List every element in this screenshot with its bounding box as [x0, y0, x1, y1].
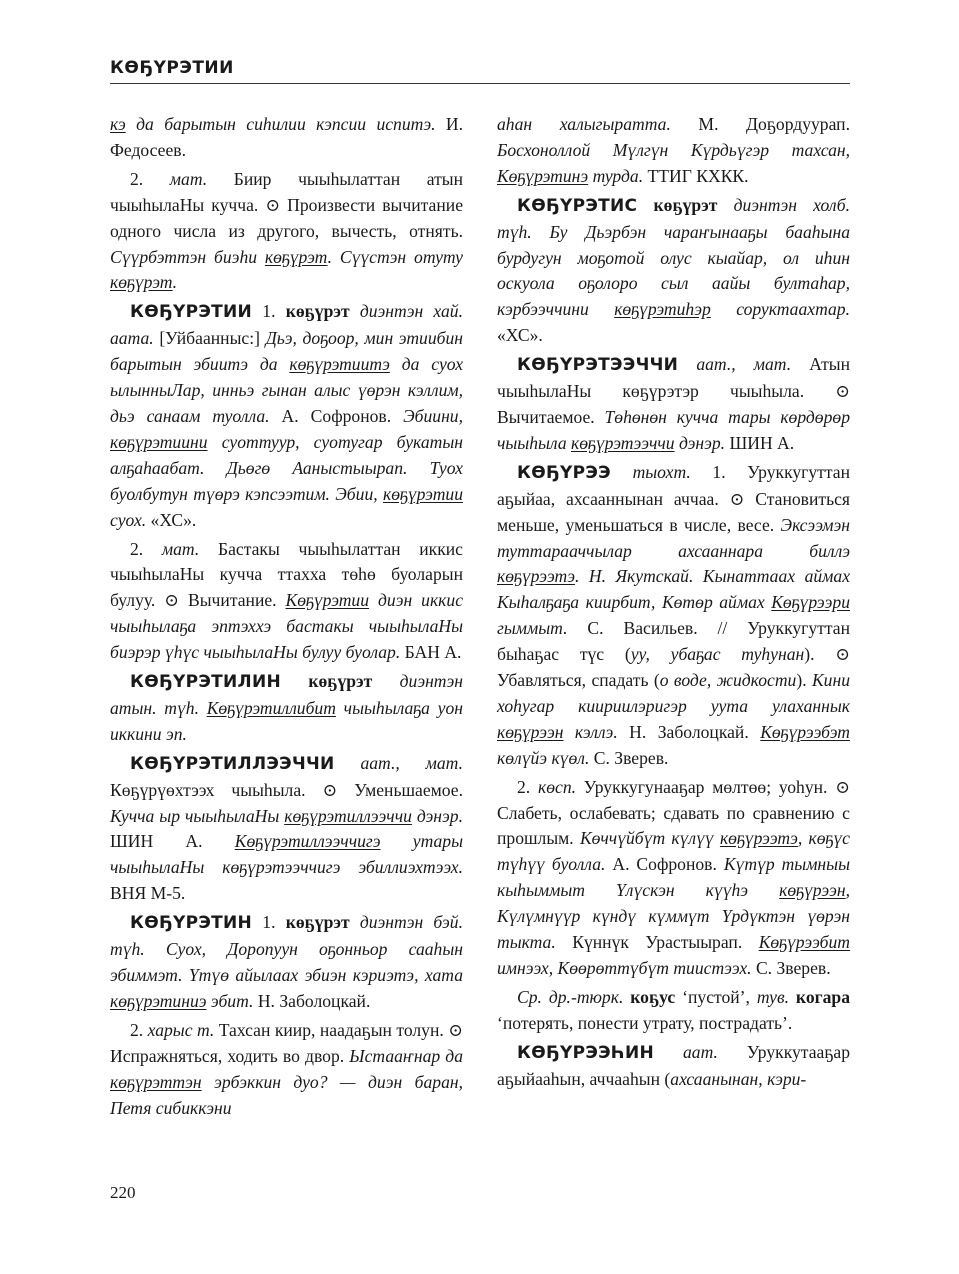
entry-kohurteechchi: КӨҔҮРЭТЭЭЧЧИ аат., мат. Атын чыыһылаНы көҕүрэтэр чыыһыла. ⊙ Вычитаемое. Төһөнөн кучча тары көрдөрөр чыыһыла көҕүрэтээччи дэнэр. ШИН А. [497, 354, 850, 453]
headword: КӨҔҮРЭЭҺИН [517, 1042, 654, 1063]
headword: КӨҔҮРЭЭ [517, 462, 611, 483]
entry-kohurtis: КӨҔҮРЭТИС көҕүрэт диэнтэн холб. түһ. Бу Дьэрбэн чараҥынааҕы бааһына бурдугун моҕотой олус кыайар, ол иһин оскуола оҕолоро сыл аайы бултаһар, кэрбээччини көҕүрэтиһэр соруктаахтар. «ХС». [497, 194, 850, 346]
sense-2: 2. көсп. Уруккугунааҕар мөлтөө; уоһун. ⊙ Слабеть, ослабевать; сдавать по сравнению с прошлым. Көччүйбүт күлүү көҕүрээтэ, көҕүс түһүү буолла. А. Софронов. Күтүр тымныы кыһыммыт Үлүскэн күүһэ көҕүрээн, Күлүмнүүр күндү күммүт Үрдүктэн үөрэн тыкта. Күннүк Урастыырап. Көҕүрээбит имнээх, Көөрөттүбүт тиистээх. С. Зверев. [497, 776, 850, 978]
running-head-title: КӨҔҮРЭТИИ [110, 58, 234, 78]
headword: КӨҔҮРЭТИН [130, 913, 253, 934]
headword: КӨҔҮРЭТИЛИН [130, 672, 282, 693]
etymology: Ср. др.-тюрк. коҕус ‘пустой’, тув. когара ‘потерять, понести утрату, пострадать’. [497, 986, 850, 1033]
sense-2: 2. мат. Бастакы чыыһылаттан иккис чыыһылаНы кучча ттахха төһө буоларын булуу. ⊙ Вычитание. Көҕүрэтии диэн иккис чыыһылаҕа эптэххэ бастакы чыыһылаНы биэрэр үһүс чыыһылаНы булуу буолар. БАН А. [110, 538, 464, 663]
left-column [110, 112, 463, 1124]
entry-kohureehin: КӨҔҮРЭЭҺИН аат. Уруккутааҕар аҕыйааһын, аччааһын (ахсаанынан, кэри- [497, 1041, 850, 1089]
right-column [497, 112, 850, 1096]
headword: КӨҔҮРЭТИС [517, 195, 638, 216]
headword: КӨҔҮРЭТИЛЛЭЭЧЧИ [130, 753, 335, 774]
entry-kohuree: КӨҔҮРЭЭ тыохт. 1. Уруккугуттан аҕыйаа, ахсааннынан аччаа. ⊙ Становиться меньше, уменьшаться в числе, весе. Эксээмэн туттарааччылар ахсааннара биллэ көҕүрээтэ. Н. Якутскай. Кынаттаах аймах Кыһалҕаҕа киирбит, Көтөр аймах Көҕүрээри гыммыт. С. Васильев. // Уруккугуттан быһаҕас түс (уу, убаҕас туһунан). ⊙ Убавляться, спадать (о воде, жидкости). Кини хоһугар киириилэригэр уута улаханнык көҕүрээн кэллэ. Н. Заболоцкай. Көҕүрээбэт көлүйэ күөл. С. Зверев. [497, 461, 851, 768]
running-head [110, 58, 850, 84]
headword: КӨҔҮРЭТЭЭЧЧИ [517, 355, 679, 376]
sense-2: 2. харыс т. Тахсан киир, наадаҕын толун. ⊙ Испражняться, ходить во двор. Ыстааҥнар да көҕүрэттэн эрбэккин дуо? — диэн баран, Петя сибиккэни [110, 1019, 464, 1118]
entry-kohurtin: КӨҔҮРЭТИН 1. көҕүрэт диэнтэн бэй. түһ. Суох, Доропуун оҕонньор сааһын эбиммэт. Үтүө айылаах эбиэн кэриэтэ, хата көҕүрэтиниэ эбит. Н. Заболоцкай. [110, 912, 463, 1011]
headword: КӨҔҮРЭТИИ [130, 302, 253, 323]
entry-continuation: аһан халыгыратта. М. Доҕордуурап. Босхоноллой Мүлгүн Күрдьүгэр тахсан, Көҕүрэтинэ турда. ТТИГ КХКК. [497, 114, 850, 186]
entry-kohurtilleechchi: КӨҔҮРЭТИЛЛЭЭЧЧИ аат., мат. Көҕүрүөхтээх чыыһыла. ⊙ Уменьшаемое. Кучча ыр чыыһылаНы көҕүрэтиллээччи дэнэр. ШИН А. Көҕүрэтиллээччигэ утары чыыһылаНы көҕүрэтээччигэ эбиллиэхтээх. ВНЯ М-5. [110, 752, 464, 904]
entry-continuation: кэ да барытын сиһилии кэпсии испитэ. И. Федосеев. [110, 114, 463, 160]
sense-2: 2. мат. Биир чыыһылаттан атын чыыһылаНы кучча. ⊙ Произвести вычитание одного числа из другого, вычесть, отнять. Сүүрбэттэн биэһи көҕүрэт. Сүүстэн отуту көҕүрэт. [110, 168, 464, 293]
entry-kohurtii: КӨҔҮРЭТИИ 1. көҕүрэт диэнтэн хай. аата. [Уйбаанныс:] Дьэ, доҕоор, мин этиибин барытын эбиитэ да көҕүрэтиитэ да суох ылынныЛар, инньэ гынан алыс үөрэн кэллим, дьэ санаам туолла. А. Софронов. Эбиини, көҕүрэтиини суоттуур, суотугар букатын алҕаһаабат. Дьөгө Ааныстыырап. Туох буолбутун түөрэ кэпсээтим. Эбии, көҕүрэтии суох. «ХС». [110, 301, 464, 530]
entry-kohurtilin: КӨҔҮРЭТИЛИН көҕүрэт диэнтэн атын. түһ. Көҕүрэтиллибит чыыһылаҕа уон иккини эп. [110, 671, 463, 744]
page-number: 220 [110, 1183, 136, 1202]
